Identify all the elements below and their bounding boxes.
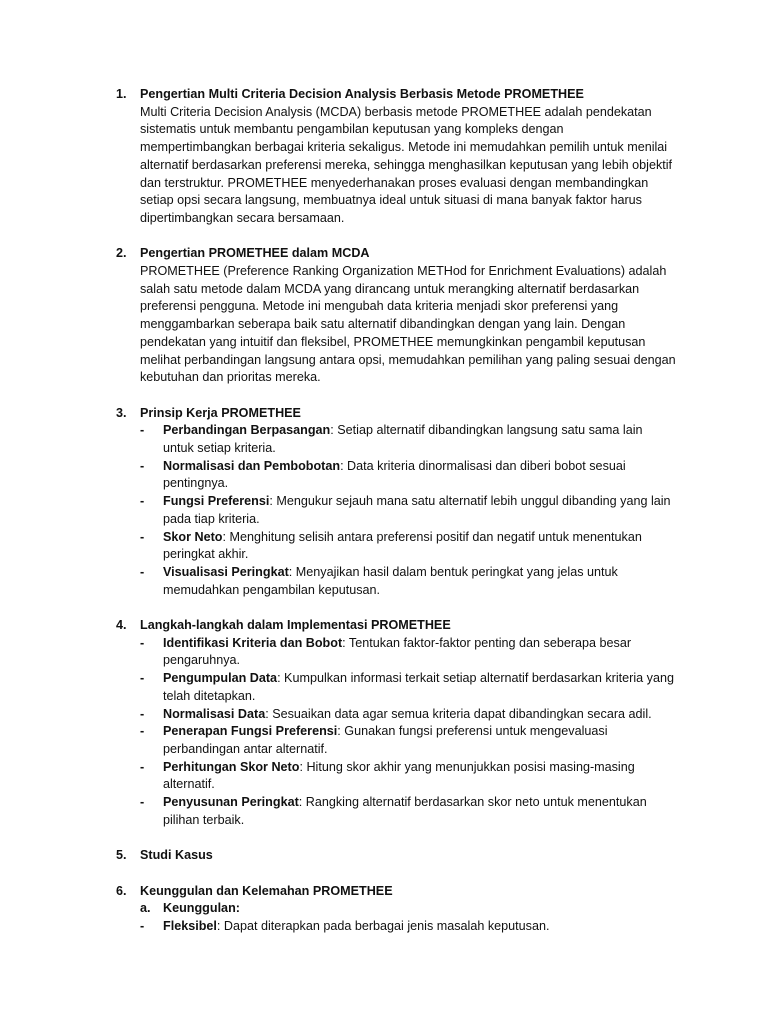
list-item bbox=[140, 918, 676, 936]
list-item-term: Fleksibel bbox=[163, 918, 217, 933]
list-item-text: : Rangking alternatif berdasarkan skor neto untuk menentukan pilihan terbaik. bbox=[163, 795, 647, 827]
section-heading: Pengertian PROMETHEE dalam MCDA bbox=[140, 246, 370, 261]
section-heading: Studi Kasus bbox=[140, 848, 213, 863]
section-number: 1. bbox=[116, 87, 127, 101]
section-number: 4. bbox=[116, 618, 127, 633]
list-bullet: - bbox=[140, 529, 145, 544]
list-item-term: Identifikasi Kriteria dan Bobot bbox=[163, 635, 343, 650]
list-item bbox=[140, 670, 676, 705]
subsection-title: Keunggulan: bbox=[163, 901, 240, 916]
section-heading: Keunggulan dan Kelemahan PROMETHEE bbox=[140, 883, 393, 898]
section-heading: Prinsip Kerja PROMETHEE bbox=[140, 405, 301, 420]
list-item-text: : Setiap alternatif dibandingkan langsung satu sama lain untuk setiap kriteria. bbox=[163, 423, 643, 456]
section-heading: Langkah-langkah dalam Implementasi PROMETHEE bbox=[140, 618, 451, 633]
list-bullet: - bbox=[140, 918, 145, 933]
list-item-term: Normalisasi dan Pembobotan bbox=[163, 458, 341, 473]
list-item bbox=[140, 723, 676, 758]
list-item-text: : Dapat diterapkan pada berbagai jenis masalah keputusan. bbox=[216, 918, 550, 933]
list-item bbox=[140, 493, 676, 528]
section-5 bbox=[116, 847, 676, 865]
list-bullet: - bbox=[140, 759, 145, 774]
list-item bbox=[140, 794, 676, 829]
subsection-heading bbox=[140, 900, 676, 918]
list-item-text: : Tentukan faktor-faktor penting dan seberapa besar pengaruhnya. bbox=[163, 635, 632, 668]
list-item-term: Visualisasi Peringkat bbox=[163, 564, 289, 579]
list-item-term: Perhitungan Skor Neto bbox=[163, 759, 300, 774]
list-item-text: : Mengukur sejauh mana satu alternatif lebih unggul dibanding yang lain pada tiap kriteria. bbox=[163, 494, 671, 526]
list-item-text: : Menghitung selisih antara preferensi positif dan negatif untuk menentukan peringkat akhir. bbox=[163, 529, 642, 562]
list-item-text: : Data kriteria dinormalisasi dan diberi bobot sesuai pentingnya. bbox=[163, 458, 626, 491]
list-bullet: - bbox=[140, 494, 145, 509]
section-2 bbox=[116, 245, 676, 387]
list-item bbox=[140, 564, 676, 599]
list-item-term: Penyusunan Peringkat bbox=[163, 795, 299, 810]
section-heading: Pengertian Multi Criteria Decision Analysis Berbasis Metode PROMETHEE bbox=[140, 87, 584, 101]
list-item-text: : Gunakan fungsi preferensi untuk mengevaluasi perbandingan antar alternatif. bbox=[163, 724, 608, 756]
list-item bbox=[140, 759, 676, 794]
list-bullet: - bbox=[140, 423, 145, 438]
list-item bbox=[140, 635, 676, 670]
list-item bbox=[140, 458, 676, 493]
list-item bbox=[140, 422, 676, 457]
subsection-marker: a. bbox=[140, 901, 151, 916]
section-3 bbox=[116, 405, 676, 600]
section-6 bbox=[116, 883, 676, 936]
section-number: 2. bbox=[116, 246, 127, 261]
list-bullet: - bbox=[140, 564, 145, 579]
list-item-text: : Hitung skor akhir yang menunjukkan posisi masing-masing alternatif. bbox=[163, 759, 635, 792]
list-bullet: - bbox=[140, 795, 145, 810]
section-number: 6. bbox=[116, 883, 127, 898]
list-item bbox=[140, 529, 676, 564]
list-bullet: - bbox=[140, 635, 145, 650]
list-bullet: - bbox=[140, 706, 145, 721]
document-content bbox=[116, 86, 676, 953]
section-number: 5. bbox=[116, 848, 127, 863]
list-item bbox=[140, 706, 676, 724]
section-number: 3. bbox=[116, 405, 127, 420]
list-item-text: : Sesuaikan data agar semua kriteria dapat dibandingkan secara adil. bbox=[265, 706, 652, 721]
list-bullet: - bbox=[140, 458, 145, 473]
list-item-term: Pengumpulan Data bbox=[163, 671, 278, 686]
section-4 bbox=[116, 617, 676, 829]
section-paragraph: PROMETHEE (Preference Ranking Organization METHod for Enrichment Evaluations) adalah salah satu metode dalam MCDA yang dirancang untuk merangking alternatif berdasarkan preferensi pengguna. Metode ini mengubah data kriteria menjadi skor preferensi yang menggambarkan seberapa baik satu alternatif dibandingkan dengan yang lain. Dengan pendekatan yang intuitif dan fleksibel, PROMETHEE memungkinkan pengambil keputusan melihat perbandingan langsung antara opsi, memudahkan pemilihan yang paling sesuai dengan kebutuhan dan prioritas mereka. bbox=[140, 264, 676, 385]
list-item-term: Normalisasi Data bbox=[163, 706, 266, 721]
section-paragraph: Multi Criteria Decision Analysis (MCDA) berbasis metode PROMETHEE adalah pendekatan sistematis untuk membantu pengambilan keputusan yang kompleks dengan mempertimbangkan berbagai kriteria sekaligus. Metode ini memudahkan pemilih untuk menilai alternatif berdasarkan preferensi mereka, sehingga menghasilkan keputusan yang lebih objektif dan terstruktur. PROMETHEE menyederhanakan proses evaluasi dengan membandingkan setiap opsi secara langsung, membuatnya ideal untuk situasi di mana banyak faktor harus dipertimbangkan secara bersamaan. bbox=[140, 104, 673, 225]
list-item-text: : Kumpulkan informasi terkait setiap alternatif berdasarkan kriteria yang telah ditetapkan. bbox=[163, 671, 674, 703]
list-item-term: Fungsi Preferensi bbox=[163, 494, 270, 509]
list-item-term: Skor Neto bbox=[163, 529, 223, 544]
section-1 bbox=[116, 86, 676, 228]
list-item-term: Perbandingan Berpasangan bbox=[163, 423, 331, 438]
list-bullet: - bbox=[140, 671, 145, 686]
list-bullet: - bbox=[140, 724, 145, 739]
list-item-term: Penerapan Fungsi Preferensi bbox=[163, 724, 338, 739]
list-item-text: : Menyajikan hasil dalam bentuk peringkat yang jelas untuk memudahkan pengambilan keputusan. bbox=[163, 564, 618, 597]
